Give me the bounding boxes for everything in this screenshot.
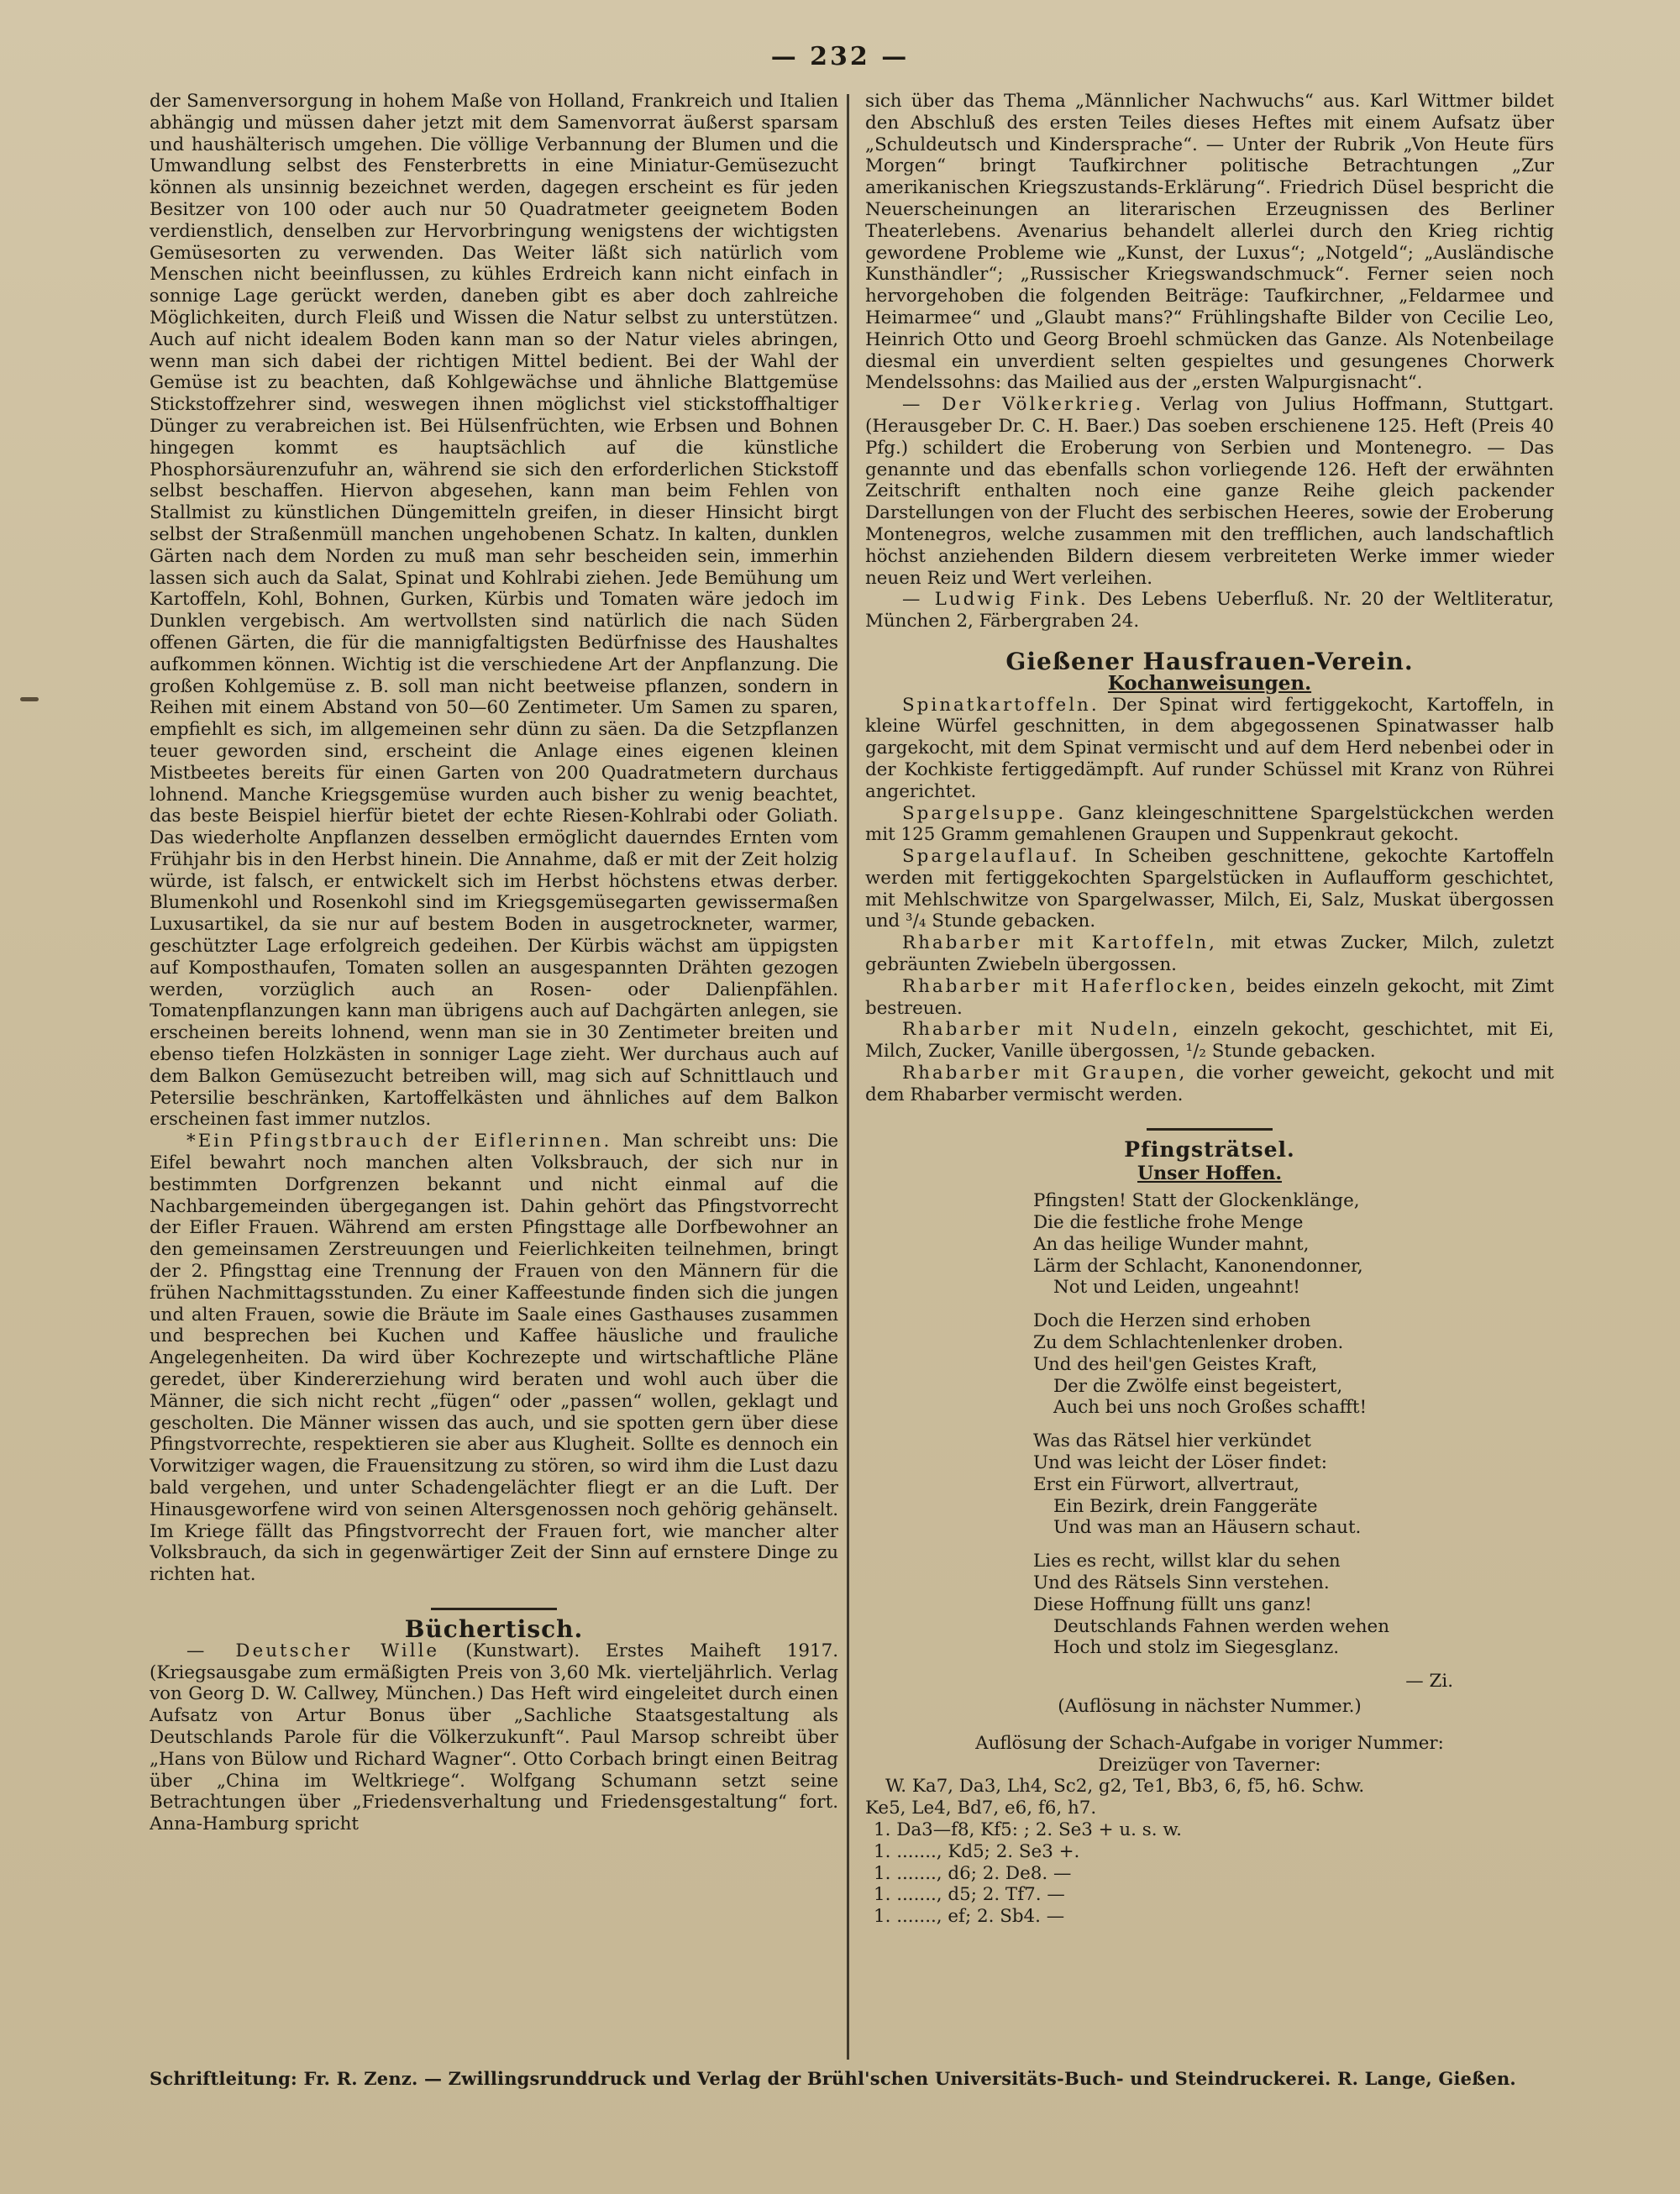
- poem-signature: — Zi.: [1405, 1671, 1453, 1693]
- page-number: — 232 —: [770, 42, 910, 71]
- raetsel-poem: [1033, 1190, 1554, 1659]
- imprint-footer: Schriftleitung: Fr. R. Zenz. — Zwillingsrunddruck und Verlag der Brühl'schen Universitäts-Buch- und Steindruckerei. R. Lange, Gießen.: [150, 2068, 1516, 2089]
- poem-line: Und was leicht der Löser findet:: [1033, 1452, 1327, 1474]
- recipe-spargelauflauf: [865, 846, 1554, 932]
- poem-line: [1033, 1539, 1554, 1551]
- poem-line: An das heilige Wunder mahnt,: [1033, 1233, 1310, 1255]
- recipe-title: Rhabarber mit Graupen,: [902, 1063, 1188, 1084]
- solution-note: (Auflösung in nächster Nummer.): [1058, 1695, 1362, 1717]
- poem-line: Und was man an Häusern schaut.: [1053, 1517, 1362, 1539]
- recipe-body: In Scheiben geschnittene, gekochte Kartoffeln werden mit fertiggekochten Spargelstücken in Auflaufform geschichtet, mit Mehlschwitze von Spargelwasser, Milch, Ei, Salz, Muskat übergossen und ³/₄ Stunde gebacken.: [865, 846, 1554, 932]
- article-pentecost-title: *Ein Pfingstbrauch der Eiflerinnen.: [186, 1131, 612, 1152]
- ludwig-fink-body: Des Lebens Ueberfluß. Nr. 20 der Weltliteratur, München 2, Färbergraben 24.: [865, 589, 1554, 632]
- poem-line: Hoch und stolz im Siegesglanz.: [1053, 1637, 1340, 1659]
- book-review-title: — Deutscher Wille: [186, 1640, 440, 1661]
- recipe-rhabarber-haferflocken: [865, 976, 1554, 1020]
- recipe-body: die vorher geweicht, gekocht und mit dem Rhabarber vermischt werden.: [865, 1063, 1554, 1105]
- ludwig-fink-title: — Ludwig Fink.: [902, 589, 1089, 611]
- recipe-rhabarber-graupen: [865, 1063, 1554, 1106]
- chess-line: 1. ......., ef; 2. Sb4. —: [874, 1906, 1065, 1928]
- column-divider: [847, 94, 849, 2060]
- article-gardening: der Samenversorgung in hohem Maße von Holland, Frankreich und Italien abhängig und müssen daher jetzt mit dem Samenvorrat äußerst sparsam und haushälterisch umgehen. Die völlige Verbannung der Blumen und die Umwandlung selbst des Fensterbretts in eine Miniatur-Gemüsezucht können als unsinnig bezeichnet werden, dagegen erscheint es für jeden Besitzer von 100 oder auch nur 50 Quadratmeter geeignetem Boden verdienstlich, denselben zur Hervorbringung wenigstens der wichtigsten Gemüsesorten zu verwenden. Das Weiter läßt sich natürlich vom Menschen nicht beeinflussen, zu kühles Erdreich kann nicht einfach in sonnige Lage gerückt werden, daneben gibt es aber doch zahlreiche Möglichkeiten, durch Fleiß und Wissen die Natur selbst zu unterstützen. Auch auf nicht idealem Boden kann man so der Natur vieles abringen, wenn man sich dabei der richtigen Mittel bedient. Bei der Wahl der Gemüse ist zu beachten, daß Kohlgewächse und ähnliche Blattgemüse Stickstoffzehrer sind, weswegen ihnen möglichst viel stickstoffhaltiger Dünger zu verabreichen ist. Bei Hülsenfrüchten, wie Erbsen und Bohnen hingegen kommt es hauptsächlich auf die künstliche Phosphorsäurenzufuhr an, während sie sich den erforderlichen Stickstoff selbst beschaffen. Hiervon abgesehen, kann man beim Fehlen von Stallmist zu künstlichen Düngemitteln greifen, in dieser Hinsicht birgt selbst der Straßenmüll manchen ungehobenen Schatz. In kalten, dunklen Gärten nach dem Norden zu muß man sehr bescheiden sein, immerhin lassen sich auch da Salat, Spinat und Kohlrabi ziehen. Jede Bemühung um Kartoffeln, Kohl, Bohnen, Gurken, Kürbis und Tomaten wäre jedoch im Dunklen vergebisch. Am wertvollsten sind natürlich die nach Süden offenen Gärten, die für die mannigfaltigsten Bedürfnisse des Haushaltes aufkommen können. Wichtig ist die verschiedene Art der Anpflanzung. Die großen Kohlgemüse z. B. soll man nicht beetweise pflanzen, sondern in Reihen mit einem Abstand von 50—60 Zentimeter. Um Samen zu sparen, empfiehlt es sich, im allgemeinen sehr dünn zu säen. Da die Setzpflanzen teuer geworden sind, erscheint die Anlage eines eigenen kleinen Mistbeetes bereits für einen Garten von 200 Quadratmetern durchaus lohnend. Manche Kriegsgemüse wurden auch bisher zu wenig beachtet, das beste Beispiel hierfür bietet der echte Riesen-Kohlrabi oder Goliath. Das wiederholte Anpflanzen desselben ermöglicht dauerndes Ernten vom Frühjahr bis in den Herbst hinein. Die Annahme, daß er mit der Zeit holzig würde, ist falsch, er entwickelt sich im Herbst höchstens etwas derber. Blumenkohl und Rosenkohl sind im Kriegsgemüsegarten gewissermaßen Luxusartikel, da sie nur auf bestem Boden in ausgetrockneter, warmer, geschützter Lage erfolgreich gedeihen. Der Kürbis wächst am üppigsten auf Komposthaufen, Tomaten sollen an ausgespannten Drähten gezogen werden, vorzüglich auch an Rosen- oder Dalienpfählen. Tomatenpflanzungen kann man übrigens auch auf Dachgärten anlegen, sie erscheinen bereits lohnend, wenn man sie in 30 Zentimeter breiten und ebenso tiefen Holzkästen in sonniger Lage zieht. Wer durchaus auch auf dem Balkon Gemüsezucht betreiben will, mag sich auf Schnittlauch und Petersilie beschränken, Kartoffelkästen und ähnliches auf dem Balkon erscheinen fast immer nutzlos.: [150, 91, 838, 1131]
- recipe-rhabarber-kartoffeln: [865, 932, 1554, 976]
- raetsel-subheading: Unser Hoffen.: [1137, 1163, 1282, 1185]
- poem-line: Diese Hoffnung füllt uns ganz!: [1033, 1593, 1312, 1615]
- recipe-title: Spinatkartoffeln.: [902, 694, 1100, 716]
- poem-line: Auch bei uns noch Großes schafft!: [1053, 1397, 1368, 1419]
- pfingstraetsel-heading: Pfingsträtsel.: [1124, 1136, 1295, 1162]
- poem-line: Der die Zwölfe einst begeistert,: [1053, 1375, 1343, 1397]
- poem-line: Ein Bezirk, drein Fanggeräte: [1053, 1495, 1318, 1517]
- poem-line: Not und Leiden, ungeahnt!: [1053, 1277, 1300, 1299]
- poem-line: Deutschlands Fahnen werden wehen: [1053, 1615, 1389, 1637]
- recipe-title: Spargelsuppe.: [902, 802, 1067, 824]
- poem-line: Pfingsten! Statt der Glockenklänge,: [1033, 1190, 1360, 1212]
- poem-line: [1033, 1419, 1554, 1430]
- chess-solution: [865, 1776, 1554, 1928]
- left-column: [150, 91, 838, 2056]
- recipe-rhabarber-nudeln: [865, 1019, 1554, 1063]
- book-review-body: (Kunstwart). Erstes Maiheft 1917. (Kriegsausgabe zum ermäßigten Preis von 3,60 Mk. vierteljährlich. Verlag von Georg D. W. Callwey, München.) Das Heft wird eingeleitet durch einen Aufsatz von Artur Bonus über „Sachliche Staatsgestaltung als Deutschlands Parole für die Völkerzukunft“. Paul Marsop schreibt über „Hans von Bülow und Richard Wagner“. Otto Corbach bringt einen Beitrag über „China im Weltkriege“. Wolfgang Schumann setzt seine Betrachtungen über „Friedensverhaltung und Friedensgestaltung“ fort. Anna-Hamburg spricht: [150, 1640, 838, 1835]
- chess-line: Ke5, Le4, Bd7, e6, f6, h7.: [865, 1798, 1097, 1819]
- voelkerkrieg-body: Verlag von Julius Hoffmann, Stuttgart. (Herausgeber Dr. C. H. Baer.) Das soeben erschienene 125. Heft (Preis 40 Pfg.) schildert die Eroberung von Serbien und Montenegro. — Das genannte und das ebenfalls schon vorliegende 126. Heft der erwähnten Zeitschrift enthalten noch eine ganze Reihe gleich packender Darstellungen von der Flucht des serbischen Heeres, sowie der Eroberung Montenegros, welche zusammen mit den trefflichen, auch landschaftlich höchst anziehenden Bildern diesem verbreiteten Werke immer wieder neuen Reiz und Wert verleihen.: [865, 394, 1554, 589]
- recipe-body: einzeln gekocht, geschichtet, mit Ei, Milch, Zucker, Vanille übergossen, ¹/₂ Stunde gebacken.: [865, 1019, 1554, 1063]
- recipe-spargelsuppe: [865, 803, 1554, 847]
- poem-line: Doch die Herzen sind erhoben: [1033, 1310, 1311, 1332]
- chess-line: 1. ......., d6; 2. De8. —: [874, 1862, 1072, 1884]
- chess-line: 1. Da3—f8, Kf5: ; 2. Se3 + u. s. w.: [874, 1819, 1182, 1840]
- recipe-title: Rhabarber mit Kartoffeln,: [902, 932, 1217, 954]
- poem-line: Lies es recht, willst klar du sehen: [1033, 1551, 1341, 1572]
- book-review-ludwig-fink: [865, 589, 1554, 632]
- kochanweisungen-heading: Kochanweisungen.: [1107, 671, 1312, 695]
- chess-heading: Auflösung der Schach-Aufgabe in voriger Nummer:: [975, 1732, 1444, 1754]
- hausfrauen-verein-heading: Gießener Hausfrauen-Verein.: [1005, 647, 1414, 675]
- recipe-body: mit etwas Zucker, Milch, zuletzt gebräunten Zwiebeln übergossen.: [865, 932, 1554, 976]
- chess-line: W. Ka7, Da3, Lh4, Sc2, g2, Te1, Bb3, 6, f5, h6. Schw.: [885, 1776, 1365, 1798]
- article-pentecost-body: Man schreibt uns: Die Eifel bewahrt noch manchen alten Volksbrauch, der sich nur in bestimmten Dorfgrenzen bekannt und nicht einmal auf die Nachbargemeinden übergegangen ist. Dahin gehört das Pfingstvorrecht der Eifler Frauen. Während am ersten Pfingsttage alle Dorfbewohner an den gemeinsamen Zerstreuungen und Feierlichkeiten teilnehmen, bringt der 2. Pfingsttag eine Trennung der Frauen von den Männern für die frühen Nachmittagsstunden. Zu einer Kaffeestunde finden sich die jungen und alten Frauen, sowie die Bräute im Saale eines Gasthauses zusammen und besprechen bei Kuchen und Kaffee häusliche und frauliche Angelegenheiten. Da wird über Kochrezepte und wirtschaftliche Pläne geredet, über Kindererziehung wird beraten und wohl auch über die Männer, die sich nicht recht „fügen“ oder „passen“ wollen, geklagt und gescholten. Die Männer wissen das auch, und sie spotten gern über diese Pfingstvorrechte, respektieren sie aber aus Klugheit. Sollte es dennoch ein Vorwitziger wagen, die Frauensitzung zu stören, so wird ihm die Lust dazu bald vergehen, und unter Schadengelächter fliegt er an die Luft. Der Hinausgeworfene wird von seinen Altersgenossen noch gehörig gehänselt. Im Kriege fällt das Pfingstvorrecht der Frauen fort, wie mancher alter Volksbrauch, da sich in gegenwärtiger Zeit der Sinn auf ernstere Dinge zu richten hat.: [150, 1131, 838, 1586]
- recipe-title: Spargelauflauf.: [902, 846, 1080, 868]
- voelkerkrieg-title: — Der Völkerkrieg.: [902, 394, 1144, 416]
- book-review-continued: sich über das Thema „Männlicher Nachwuchs“ aus. Karl Wittmer bildet den Abschluß des ersten Teiles dieses Heftes mit einem Aufsatz über „Schuldeutsch und Kindersprache“. — Unter der Rubrik „Von Heute fürs Morgen“ bringt Taufkirchner politische Betrachtungen „Zur amerikanischen Kriegszustands-Erklärung“. Friedrich Düsel bespricht die Neuerscheinungen an literarischen Erzeugnissen des Berliner Theaterlebens. Avenarius behandelt allerlei durch den Krieg richtig gewordene Probleme wie „Kunst, der Luxus“; „Notgeld“; „Ausländische Kunsthändler“; „Russischer Kriegswandschmuck“. Ferner seien noch hervorgehoben die folgenden Beiträge: Taufkirchner, „Feldarmee und Heimarmee“ und „Glaubt mans?“ Frühlingshafte Bilder von Cecilie Leo, Heinrich Otto und Georg Broehl schmücken das Ganze. Als Notenbeilage diesmal ein unverdient selten gespieltes und gesungenes Chorwerk Mendelssohns: das Mailied aus der „ersten Walpurgisnacht“.: [865, 91, 1554, 394]
- book-review-voelkerkrieg: [865, 394, 1554, 589]
- poem-line: [1033, 1299, 1554, 1310]
- poem-line: Erst ein Fürwort, allvertraut,: [1033, 1473, 1299, 1495]
- poem-line: Zu dem Schlachtenlenker droben.: [1033, 1332, 1344, 1354]
- section-rule: [1147, 1128, 1273, 1131]
- recipe-title: Rhabarber mit Haferflocken,: [902, 975, 1238, 997]
- recipe-body: Der Spinat wird fertiggekocht, Kartoffeln, in kleine Würfel geschnitten, in dem abgegossenen Spinatwasser halb gargekocht, mit dem Spinat vermischt und auf dem Herd nebenbei oder in der Kochkiste fertiggedämpft. Auf runder Schüssel mit Kranz von Rührei angerichtet.: [865, 694, 1554, 802]
- poem-line: Und des heil'gen Geistes Kraft,: [1033, 1353, 1318, 1375]
- recipe-spinatkartoffeln: [865, 695, 1554, 803]
- chess-line: 1. ......., d5; 2. Tf7. —: [874, 1884, 1065, 1906]
- ink-smudge: [20, 697, 39, 701]
- buechertisch-heading: Büchertisch.: [404, 1614, 584, 1643]
- article-pentecost-custom: [150, 1131, 838, 1586]
- recipe-body: beides einzeln gekocht, mit Zimt bestreuen.: [865, 975, 1554, 1019]
- poem-line: Die die festliche frohe Menge: [1033, 1212, 1304, 1234]
- poem-line: Lärm der Schlacht, Kanonendonner,: [1033, 1255, 1363, 1277]
- section-rule: [431, 1608, 557, 1610]
- chess-subheading: Dreizüger von Taverner:: [1098, 1754, 1321, 1776]
- right-column: [865, 91, 1554, 2056]
- book-review-deutscher-wille: [150, 1640, 838, 1835]
- recipe-title: Rhabarber mit Nudeln,: [902, 1019, 1181, 1041]
- chess-line: 1. ......., Kd5; 2. Se3 +.: [874, 1840, 1080, 1862]
- poem-line: Was das Rätsel hier verkündet: [1033, 1430, 1311, 1452]
- poem-line: Und des Rätsels Sinn verstehen.: [1033, 1572, 1330, 1593]
- recipe-body: Ganz kleingeschnittene Spargelstückchen werden mit 125 Gramm gemahlenen Graupen und Suppenkraut gekocht.: [865, 802, 1554, 846]
